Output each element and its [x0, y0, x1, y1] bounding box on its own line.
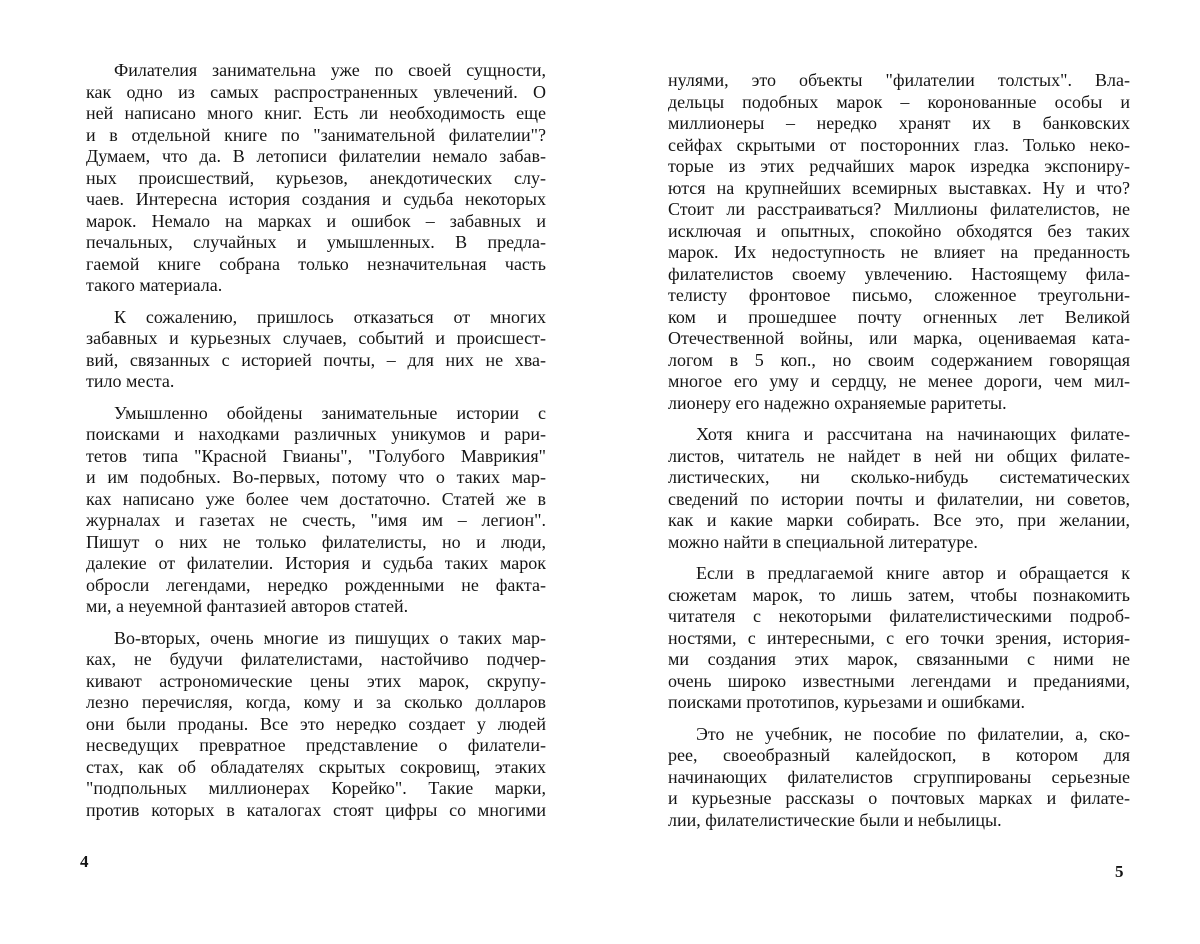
text-line: телисту фронтовое письмо, сложенное треугольни-	[668, 285, 1130, 305]
text-line: и в отдельной книге по "занимательной филателии"?	[86, 124, 546, 145]
text-line: листических, ни сколько-нибудь систематических	[668, 467, 1130, 487]
text-line: Это не учебник, не пособие по филателии, а, ско-	[696, 723, 1130, 744]
paragraph	[668, 563, 1130, 714]
text-line: тетов типа "Красной Гвианы", "Голубого Маврикия"	[86, 445, 546, 466]
text-line: такого материала.	[86, 275, 223, 295]
paragraph	[668, 70, 1130, 414]
text-line: "подпольных миллионерах Корейко". Такие марки,	[86, 778, 546, 798]
paragraph	[668, 424, 1130, 553]
text-line: дельцы подобных марок – коронованные особы и	[668, 91, 1130, 112]
text-line: вий, связанных с историей почты, – для них не хва-	[86, 349, 546, 370]
text-line: Пишут о них не только филателисты, но и люди,	[86, 531, 546, 552]
text-line: Во-вторых, очень многие из пишущих о таких мар-	[114, 627, 546, 648]
text-line: ми создания этих марок, связанными с ними не	[668, 649, 1130, 669]
left-page-text	[86, 60, 546, 821]
text-line: обросли легендами, нередко рожденными не факта-	[86, 574, 546, 595]
text-line: Умышленно обойдены занимательные истории с	[114, 402, 546, 423]
paragraph-gap	[668, 414, 1130, 424]
paragraph	[86, 307, 546, 393]
text-line: нулями, это объекты "филателии толстых". Вла-	[668, 70, 1130, 90]
page-number-right: 5	[1115, 862, 1124, 881]
text-line: ком и прошедшее почту огненных лет Великой	[668, 306, 1130, 327]
text-line: тило места.	[86, 371, 175, 391]
text-line: и им подобных. Во-первых, потому что о таких мар-	[86, 467, 546, 487]
text-line: марок. Немало на марках и ошибок – забавных и	[86, 210, 546, 231]
paragraph-gap	[86, 393, 546, 403]
paragraph-gap	[668, 553, 1130, 563]
text-line: Отечественной войны, или марка, оцениваемая ката-	[668, 328, 1130, 348]
text-line: ются на крупнейших всемирных выставках. Ну и что?	[668, 177, 1130, 198]
paragraph	[86, 60, 546, 297]
text-line: Думаем, что да. В летописи филателии немало забав-	[86, 146, 546, 166]
text-line: чаев. Интересна история создания и судьба некоторых	[86, 189, 546, 209]
text-line: листов, читатель не найдет в ней ни общих филате-	[668, 445, 1130, 466]
page-number-left: 4	[80, 852, 89, 871]
text-line: очень широко известными легендами и преданиями,	[668, 670, 1130, 691]
text-line: ках написано уже более чем достаточно. Статей же в	[86, 488, 546, 509]
text-line: поисками прототипов, курьезами и ошибками.	[668, 692, 1025, 712]
text-line: забавных и курьезных случаев, событий и происшест-	[86, 328, 546, 348]
paragraph	[668, 724, 1130, 832]
text-line: филателистов своему увлечению. Настоящему фила-	[668, 263, 1130, 284]
text-line: как одно из самых распространенных увлечений. О	[86, 81, 546, 102]
text-line: можно найти в специальной литературе.	[668, 531, 978, 552]
text-line: торые из этих редчайших марок изредка экспониру-	[668, 156, 1130, 176]
text-line: Хотя книга и рассчитана на начинающих филате-	[696, 424, 1130, 444]
paragraph	[86, 403, 546, 618]
text-line: лезно перечисляя, когда, кому и за сколько долларов	[86, 692, 546, 712]
text-line: сейфах скрытыми от посторонних глаз. Только неко-	[668, 134, 1130, 155]
text-line: они были проданы. Все это нередко создает у людей	[86, 713, 546, 734]
text-line: К сожалению, пришлось отказаться от многих	[114, 306, 546, 327]
text-line: далекие от филателии. История и судьба таких марок	[86, 553, 546, 573]
text-line: и курьезные рассказы о почтовых марках и филате-	[668, 788, 1130, 808]
text-line: миллионеры – нередко хранят их в банковских	[668, 113, 1130, 133]
text-line: гаемой книге собрана только незначительная часть	[86, 253, 546, 274]
text-line: ках, не будучи филателистами, настойчиво подчер-	[86, 649, 546, 669]
text-line: лионеру его надежно охраняемые раритеты.	[668, 392, 1007, 413]
text-line: логом в 5 коп., но своим содержанием говорящая	[668, 349, 1130, 370]
text-line: Если в предлагаемой книге автор и обращается к	[696, 563, 1130, 583]
paragraph-gap	[86, 618, 546, 628]
text-line: марок. Их недоступность не влияет на преданность	[668, 242, 1130, 262]
text-line: ней написано много книг. Есть ли необходимость еще	[86, 103, 546, 123]
right-page	[600, 0, 1200, 944]
text-line: лии, филателистические были и небылицы.	[668, 809, 1002, 830]
paragraph	[86, 628, 546, 822]
text-line: кивают астрономические цены этих марок, скрупу-	[86, 670, 546, 691]
right-page-text	[668, 70, 1130, 831]
text-line: Филателия занимательна уже по своей сущности,	[114, 60, 546, 80]
text-line: начинающих филателистов сгруппированы серьезные	[668, 766, 1130, 787]
text-line: сюжетам марок, то лишь затем, чтобы познакомить	[668, 584, 1130, 605]
text-line: журналах и газетах не счесть, "имя им – легион".	[86, 510, 546, 530]
text-line: печальных, случайных и умышленных. В предла-	[86, 232, 546, 252]
text-line: исключая и опытных, спокойно обходятся без таких	[668, 220, 1130, 241]
text-line: читателя с некоторыми филателистическими подроб-	[668, 606, 1130, 626]
text-line: ми, а неуемной фантазией авторов статей.	[86, 596, 409, 616]
text-line: многое его уму и сердцу, не менее дороги, чем мил-	[668, 371, 1130, 391]
text-line: несведущих превратное представление о филатели-	[86, 735, 546, 755]
text-line: ных происшествий, курьезов, анекдотических слу-	[86, 167, 546, 188]
paragraph-gap	[668, 714, 1130, 724]
text-line: сведений по истории почты и филателии, ни советов,	[668, 488, 1130, 509]
text-line: против которых в каталогах стоят цифры со многими	[86, 799, 546, 820]
text-line: ностями, с интересными, с его точки зрения, история-	[668, 627, 1130, 648]
paragraph-gap	[86, 297, 546, 307]
text-line: как и какие марки собирать. Все это, при желании,	[668, 510, 1130, 530]
text-line: поисками и находками различных уникумов и рари-	[86, 424, 546, 444]
text-line: стах, как об обладателях скрытых сокровищ, этаких	[86, 756, 546, 777]
text-line: Стоит ли расстраиваться? Миллионы филателистов, не	[668, 199, 1130, 219]
text-line: рее, своеобразный калейдоскоп, в котором для	[668, 745, 1130, 765]
